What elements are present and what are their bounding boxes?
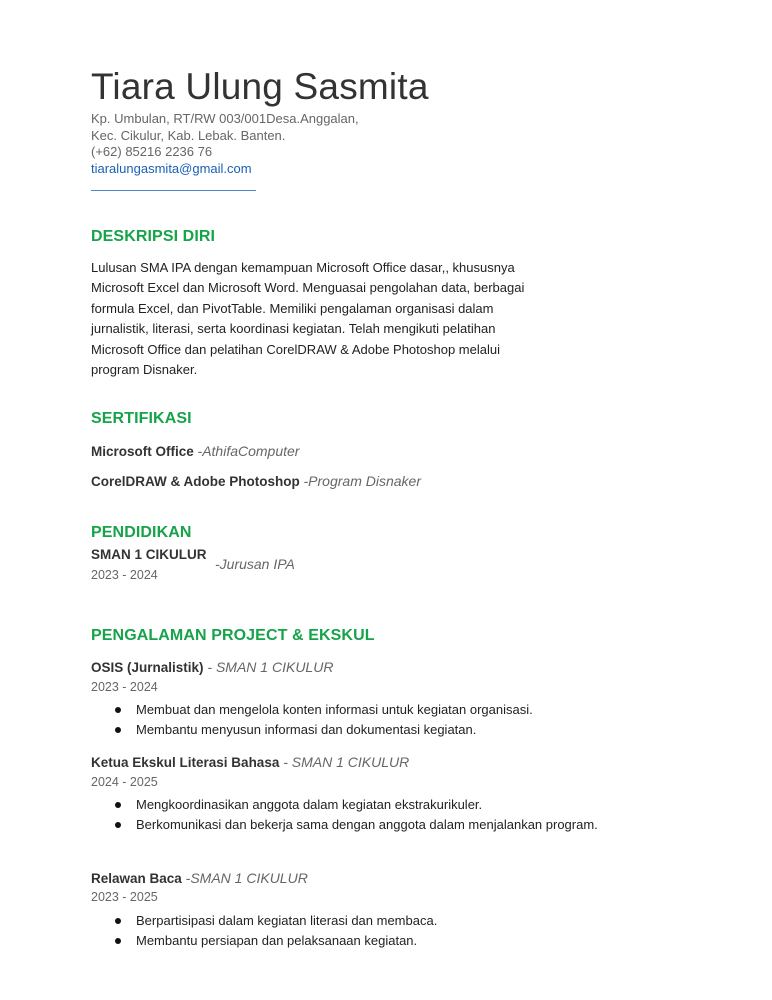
header-divider [91,190,256,191]
certificate-title: Microsoft Office [91,444,194,459]
experience-role: Relawan Baca [91,871,182,886]
certificate-issuer: -AthifaComputer [197,443,300,459]
deskripsi-line: jurnalistik, literasi, serta koordinasi kegiatan. Telah mengikuti pelatihan [91,321,496,337]
section-heading-sertifikasi: SERTIFIKASI [91,410,192,427]
section-heading-deskripsi: DESKRIPSI DIRI [91,228,216,245]
bullet-text: Membantu persiapan dan pelaksanaan kegiatan. [136,932,418,948]
bullet-icon [115,707,121,713]
certificate-issuer: -Program Disnaker [303,473,421,489]
bullet-icon [115,727,121,733]
school-name-text: SMAN 1 CIKULUR [91,547,207,562]
experience-org: - SMAN 1 CIKULUR [279,754,410,770]
deskripsi-line: Microsoft Office dan pelatihan CorelDRAW & Adobe Photoshop melalui [91,341,500,357]
address-line-1: Kp. Umbulan, RT/RW 003/001Desa.Anggalan, [91,111,359,126]
section-heading-pendidikan: PENDIDIKAN [91,524,192,541]
school-major [215,556,295,572]
address-line-2: Kec. Cikulur, Kab. Lebak. Banten. [91,127,286,143]
certificate-title: CorelDRAW & Adobe Photoshop [91,474,300,489]
bullet-icon [115,822,121,828]
section-heading-pengalaman: PENGALAMAN PROJECT & EKSKUL [91,627,375,644]
deskripsi-line: Microsoft Excel dan Microsoft Word. Menguasai pengolahan data, berbagai [91,280,525,296]
phone-number: (+62) 85216 2236 76 [91,144,213,159]
contact-block [91,111,359,177]
list-item [91,815,611,835]
bullet-icon [115,802,121,808]
experience-years: 2023 - 2024 [91,680,158,694]
list-item [91,700,611,720]
experience-title [91,870,308,886]
deskripsi-line: formula Excel, dan PivotTable. Memiliki pengalaman organisasi dalam [91,300,494,316]
bullet-text: Mengkoordinasikan anggota dalam kegiatan ekstrakurikuler. [136,797,483,812]
deskripsi-line: program Disnaker. [91,362,198,378]
list-item [91,795,611,815]
school-name [91,547,207,562]
school-major-text: -Jurusan IPA [215,556,295,572]
experience-org: - SMAN 1 CIKULUR [203,659,334,675]
experience-role: OSIS (Jurnalistik) [91,660,204,675]
experience-bullets [91,700,611,739]
experience-bullets [91,911,611,950]
candidate-name: Tiara Ulung Sasmita [91,66,429,107]
deskripsi-line: Lulusan SMA IPA dengan kemampuan Microsoft Office dasar,, khususnya [91,260,515,275]
list-item [91,720,611,740]
list-item [91,911,611,931]
bullet-text: Membantu menyusun informasi dan dokumentasi kegiatan. [136,721,477,737]
bullet-text: Berpartisipasi dalam kegiatan literasi dan membaca. [136,913,438,928]
experience-org: -SMAN 1 CIKULUR [181,870,308,886]
experience-bullets [91,795,611,834]
education-years: 2023 - 2024 [91,568,158,582]
bullet-icon [115,918,121,924]
experience-years: 2023 - 2025 [91,890,158,904]
certificate-item [91,443,299,459]
bullet-text: Berkomunikasi dan bekerja sama dengan anggota dalam menjalankan program. [136,816,598,832]
experience-years: 2024 - 2025 [91,775,158,789]
experience-title [91,754,409,770]
list-item [91,931,611,951]
bullet-text: Membuat dan mengelola konten informasi untuk kegiatan organisasi. [136,702,533,717]
experience-title [91,659,333,675]
bullet-icon [115,938,121,944]
experience-role: Ketua Ekskul Literasi Bahasa [91,755,280,770]
certificate-item [91,473,421,489]
deskripsi-paragraph [91,258,561,380]
email-link[interactable]: tiaralungasmita@gmail.com [91,160,252,176]
